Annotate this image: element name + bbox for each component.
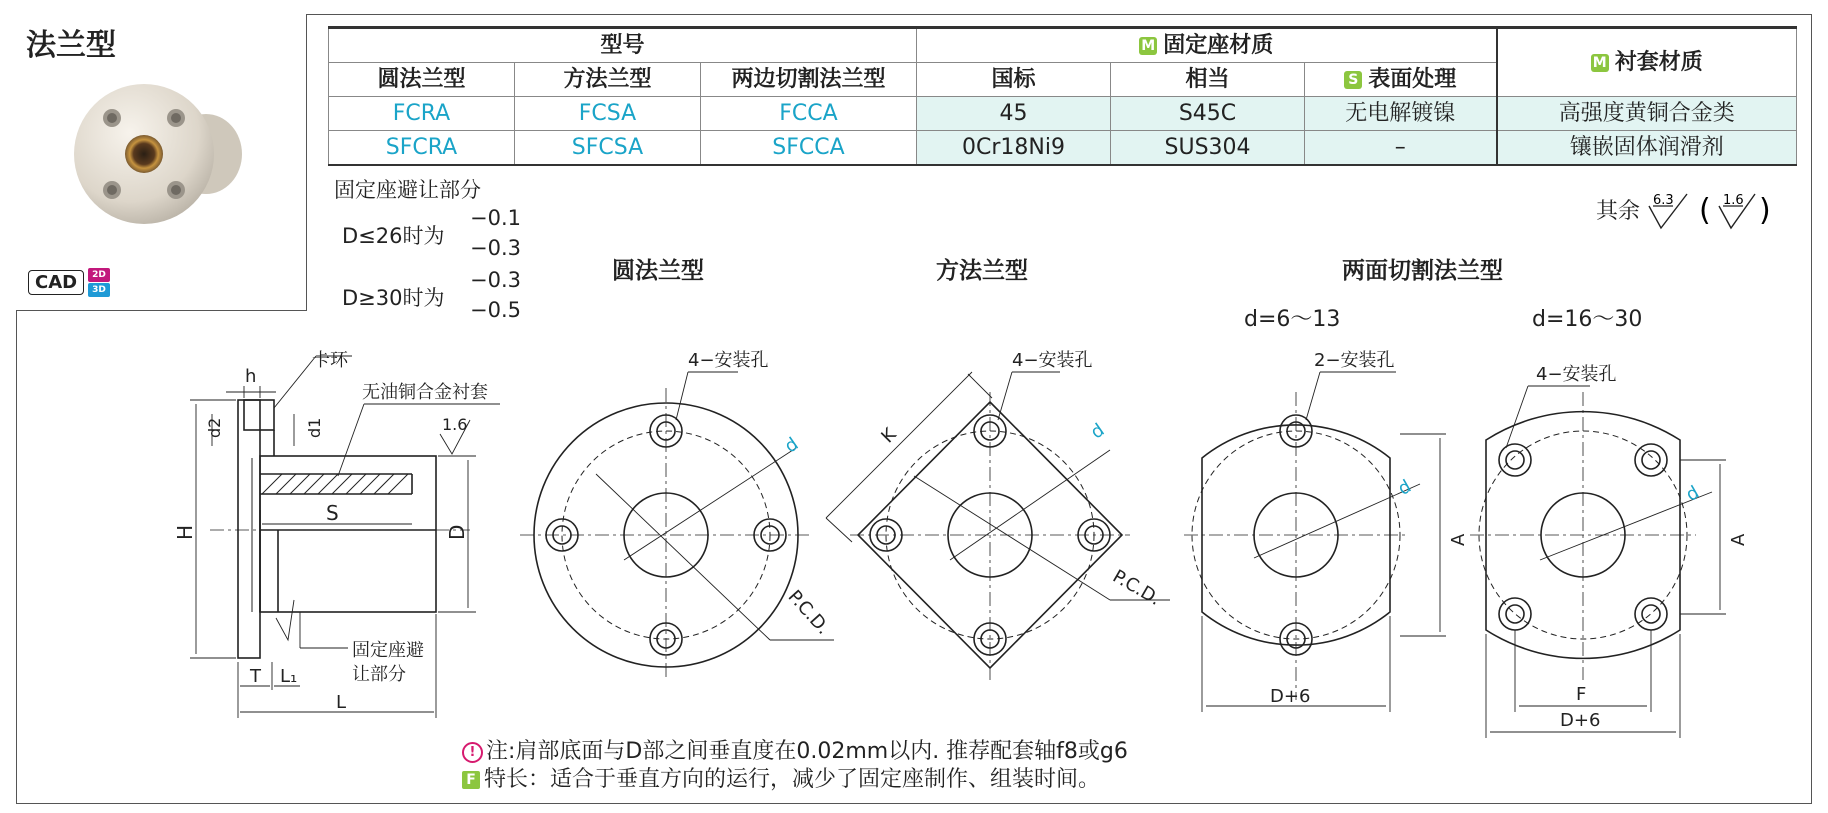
view-label-square: 方法兰型 [936, 258, 1028, 284]
cad-3d-badge[interactable]: 3D [88, 283, 110, 297]
cell-equiv: S45C [1111, 97, 1305, 131]
header-bush-material: M 衬套材质 [1497, 28, 1797, 97]
svg-text:A: A [1728, 533, 1749, 546]
col-two-cut: 两边切割法兰型 [701, 63, 917, 97]
svg-text:H: H [173, 524, 197, 540]
cell-two-cut[interactable]: SFCCA [701, 131, 917, 166]
svg-text:D+6: D+6 [1270, 686, 1311, 707]
cell-surface: – [1305, 131, 1497, 166]
roughness-prefix: 其余 [1596, 199, 1641, 224]
svg-text:h: h [245, 366, 257, 387]
svg-text:K: K [877, 424, 901, 448]
two-cut-large-view [1470, 386, 1726, 738]
side-view [173, 350, 500, 718]
tolerance-d26-upper: −0.1 [470, 206, 521, 230]
roughness-paren: 1.6 [1723, 193, 1744, 208]
warning-icon: ! [462, 742, 483, 763]
svg-text:1.6: 1.6 [442, 415, 468, 434]
round-holes-label: 4−安装孔 [688, 350, 769, 371]
cell-bush: 镶嵌固体润滑剂 [1497, 131, 1797, 166]
svg-text:d: d [780, 433, 803, 458]
tolerance-d30-upper: −0.3 [470, 268, 521, 292]
cell-bush: 高强度黄铜合金类 [1497, 97, 1797, 131]
cell-equiv: SUS304 [1111, 131, 1305, 166]
feature-icon: F [462, 771, 480, 789]
two-cut-large-holes-label: 4−安装孔 [1536, 364, 1617, 385]
range-small: d=6～13 [1244, 307, 1341, 332]
col-square: 方法兰型 [515, 63, 701, 97]
svg-text:让部分: 让部分 [352, 664, 406, 685]
svg-text:S: S [326, 501, 339, 525]
svg-text:d1: d1 [305, 417, 324, 438]
tolerance-title: 固定座避让部分 [334, 178, 481, 202]
col-equiv: 相当 [1111, 63, 1305, 97]
tolerance-d30-label: D≥30时为 [342, 286, 445, 310]
tolerance-d30-lower: −0.5 [470, 298, 521, 322]
two-cut-small-view [1184, 372, 1446, 712]
svg-text:T: T [250, 666, 261, 687]
svg-text:固定座避: 固定座避 [352, 640, 424, 661]
note-perpendicularity: ! 注:肩部底面与D部之间垂直度在0.02mm以内. 推荐配套轴f8或g6 [462, 734, 1128, 765]
cell-two-cut[interactable]: FCCA [701, 97, 917, 131]
svg-text:A: A [1448, 533, 1469, 546]
svg-text:L₁: L₁ [280, 666, 298, 687]
svg-text:D+6: D+6 [1560, 710, 1601, 731]
cad-label[interactable]: CAD [28, 270, 84, 295]
svg-text:无油铜合金衬套: 无油铜合金衬套 [362, 382, 488, 403]
round-flange-view [520, 372, 834, 680]
tolerance-d26-lower: −0.3 [470, 236, 521, 260]
tolerance-d26-label: D≤26时为 [342, 224, 445, 248]
note-feature: F 特长：适合于垂直方向的运行，减少了固定座制作、组装时间。 [462, 762, 1100, 793]
svg-text:P.C.D.: P.C.D. [783, 586, 834, 639]
cell-gb: 45 [917, 97, 1111, 131]
col-surface: S 表面处理 [1305, 63, 1497, 97]
svg-text:L: L [336, 692, 347, 713]
view-label-two-cut: 两面切割法兰型 [1342, 258, 1503, 284]
col-round: 圆法兰型 [329, 63, 515, 97]
cell-square[interactable]: SFCSA [515, 131, 701, 166]
cad-2d-badge[interactable]: 2D [88, 268, 110, 282]
col-gb: 国标 [917, 63, 1111, 97]
range-large: d=16～30 [1532, 307, 1643, 332]
cell-gb: 0Cr18Ni9 [917, 131, 1111, 166]
header-seat-material: M 固定座材质 [917, 28, 1497, 63]
svg-text:(: ( [1699, 193, 1711, 228]
view-label-round: 圆法兰型 [612, 258, 704, 284]
square-holes-label: 4−安装孔 [1012, 350, 1093, 371]
cell-round[interactable]: FCRA [329, 97, 515, 131]
header-model: 型号 [329, 28, 917, 63]
product-title: 法兰型 [26, 28, 116, 63]
svg-text:d: d [1394, 475, 1415, 500]
svg-text:): ) [1759, 193, 1771, 228]
svg-text:P.C.D.: P.C.D. [1109, 565, 1165, 610]
square-flange-view [826, 372, 1170, 680]
cell-surface: 无电解镀镍 [1305, 97, 1497, 131]
two-cut-small-holes-label: 2−安装孔 [1314, 350, 1395, 371]
svg-text:d: d [1682, 481, 1703, 506]
cell-square[interactable]: FCSA [515, 97, 701, 131]
svg-text:d: d [1086, 419, 1109, 444]
svg-text:F: F [1576, 684, 1587, 705]
svg-text:卡环: 卡环 [312, 350, 348, 371]
svg-text:d2: d2 [205, 417, 224, 438]
roughness-main: 6.3 [1653, 193, 1674, 208]
cell-round[interactable]: SFCRA [329, 131, 515, 166]
svg-text:D: D [445, 524, 469, 540]
